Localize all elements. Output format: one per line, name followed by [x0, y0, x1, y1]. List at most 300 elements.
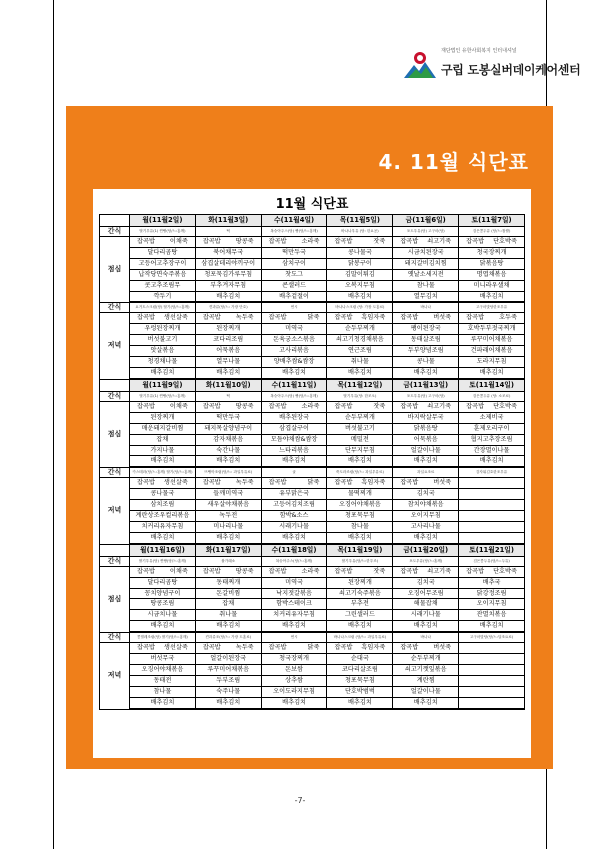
menu-item: 앗살볶음 [130, 346, 196, 357]
corner-cell [100, 544, 130, 556]
porridge-item: 땅콩죽 [235, 567, 254, 575]
menu-item [261, 237, 327, 248]
menu-item [459, 566, 525, 577]
menu-row [100, 280, 525, 291]
menu-item: 간장멸이나물 [459, 445, 525, 456]
porridge-item: 쇠고기죽 [427, 402, 452, 410]
menu-row [100, 291, 525, 302]
menu-row [100, 237, 525, 248]
menu-item [130, 708, 196, 709]
menu-item: 함박스테이크 [261, 599, 327, 610]
menu-item: 참치야채볶음 [393, 500, 459, 511]
menu-item: 얼갈이나물 [393, 445, 459, 456]
menu-item [459, 654, 525, 665]
menu-item [130, 566, 196, 577]
menu-item-pair [393, 237, 458, 247]
menu-item: 연근조림 [327, 346, 393, 357]
menu-item: 떡만두국 [195, 412, 261, 423]
menu-item [459, 521, 525, 532]
snack-item: 견과류(당/느: 가장 단호) [195, 303, 261, 313]
menu-row [100, 521, 525, 532]
menu-row [100, 434, 525, 445]
menu-item: 배추김치 [393, 456, 459, 467]
menu-item: 배추김치 [261, 697, 327, 708]
snack-item: 딸기우유(1) 찐빵(당/느:홍깨) [130, 391, 196, 401]
menu-item: 순두부찌개 [327, 324, 393, 335]
rice-item: 잡곡밥 [334, 314, 353, 322]
porridge-item: 녹두죽 [235, 479, 254, 487]
menu-item-pair [130, 313, 195, 323]
rice-item: 잡곡밥 [334, 567, 353, 575]
menu-item [393, 313, 459, 324]
day-header-row [100, 544, 525, 556]
porridge-item: 쇠고기죽 [427, 567, 452, 575]
menu-item: 닭볶음탕 [393, 423, 459, 434]
menu-row [100, 247, 525, 258]
menu-item: 땅콩조림 [130, 599, 196, 610]
menu-item: 돼지목살양념구이 [195, 423, 261, 434]
menu-item: 청경채나물 [130, 357, 196, 368]
menu-item: 배추김치 [195, 367, 261, 378]
menu-item [130, 313, 196, 324]
menu-item-pair [459, 567, 524, 577]
rice-item: 잡곡밥 [137, 644, 155, 652]
menu-item [261, 566, 327, 577]
menu-row [100, 346, 525, 357]
menu-item-pair [130, 643, 195, 653]
menu-item: 닭볶음탕 [459, 258, 525, 269]
menu-item: 협지고추장조림 [459, 434, 525, 445]
menu-item [459, 401, 525, 412]
menu-item: 배추김치 [195, 621, 261, 632]
day-header: 토(11월14일) [459, 379, 525, 391]
menu-item [261, 643, 327, 654]
menu-item: 김치국 [393, 489, 459, 500]
menu-item: 삼치구이 [261, 258, 327, 269]
menu-item: 김치국 [393, 577, 459, 588]
snack-label: 간식 [100, 633, 130, 643]
menu-item [393, 643, 459, 654]
rice-item: 잡곡밥 [202, 238, 221, 245]
menu-item-pair [130, 478, 195, 488]
porridge-item: 소라죽 [301, 567, 320, 575]
menu-item: 두부양념조림 [393, 346, 459, 357]
snack-label: 간식 [100, 303, 130, 313]
menu-item [327, 478, 393, 489]
porridge-item: 소라죽 [301, 402, 320, 410]
menu-item: 단무지무침 [327, 445, 393, 456]
menu-row [100, 401, 525, 412]
menu-item [195, 566, 261, 577]
snack-item: 복숭아주스(당/느:홍깨) [261, 556, 327, 566]
porridge-item: 이채죽 [169, 238, 188, 245]
menu-item [393, 401, 459, 412]
menu-item: 치커리유자무침 [130, 521, 196, 532]
menu-item: 취나물 [195, 610, 261, 621]
porridge-item: 닭죽 [307, 314, 320, 322]
snack-item: 견과류조(당/느: 가장 도홍료) [195, 633, 261, 643]
snack-item: 과일요조료 [393, 468, 459, 478]
menu-item: 취나물 [327, 357, 393, 368]
menu-item: 콩나물국 [327, 247, 393, 258]
snack-label: 간식 [100, 468, 130, 478]
porridge-item: 이채죽 [169, 402, 188, 410]
porridge-item: 쇠고기죽 [427, 238, 452, 245]
rice-item: 잡곡밥 [202, 644, 221, 652]
day-header: 금(11월6일) [393, 215, 459, 227]
snack-item: 떡 [195, 391, 261, 401]
snack-row [100, 556, 525, 566]
menu-item: 배추김치 [130, 697, 196, 708]
menu-item [195, 313, 261, 324]
menu-item-pair [262, 313, 327, 323]
menu-row [100, 697, 525, 708]
menu-item: 호박두부젓국찌개 [459, 324, 525, 335]
menu-item: 동태전 [130, 675, 196, 686]
menu-item [393, 237, 459, 248]
rice-item: 잡곡밥 [400, 567, 419, 575]
menu-item: 버섯불고기 [327, 423, 393, 434]
menu-row [100, 577, 525, 588]
menu-item: 순대국 [327, 654, 393, 665]
menu-item: 오징어야채볶음 [130, 665, 196, 676]
menu-item: 삼겹살구이 [261, 423, 327, 434]
rice-item: 잡곡밥 [137, 238, 155, 245]
menu-item: 우렁된장찌개 [130, 324, 196, 335]
rice-item: 잡곡밥 [202, 314, 221, 322]
snack-item: 연시 [261, 633, 327, 643]
menu-item-pair [262, 643, 327, 653]
menu-item: 쇠고기청경채볶음 [327, 335, 393, 346]
snack-item: 검은콩두유(당/느:두유) [459, 556, 525, 566]
menu-item: 명엽채볶음 [459, 269, 525, 280]
snack-item: 바나나 [393, 303, 459, 313]
menu-item: 낙지젓갈볶음 [261, 588, 327, 599]
menu-row [100, 532, 525, 543]
menu-item [459, 500, 525, 511]
snack-item: 뜨뻥아조림(당/느: 과일우유료) [195, 468, 261, 478]
menu-row [100, 599, 525, 610]
menu-item: 해물잡채 [393, 599, 459, 610]
menu-row [100, 445, 525, 456]
menu-item: 고사리나물 [393, 521, 459, 532]
menu-item: 양배추쌈&쌈장 [261, 357, 327, 368]
day-header: 화(11월17일) [195, 544, 261, 556]
menu-item: 오복지무침 [327, 280, 393, 291]
menu-row [100, 708, 525, 709]
menu-item [130, 237, 196, 248]
menu-item: 순두부찌개 [393, 654, 459, 665]
menu-item: 동태찌개 [195, 577, 261, 588]
snack-row [100, 633, 525, 643]
menu-row [100, 258, 525, 269]
rice-item: 잡곡밥 [268, 314, 287, 322]
menu-item: 콘샐러드 [261, 280, 327, 291]
menu-item: 버섯무국 [130, 654, 196, 665]
menu-item-pair [459, 313, 524, 323]
menu-item: 삼겹살데리야끼구이 [195, 258, 261, 269]
menu-item-pair [262, 402, 327, 412]
porridge-item: 단호박죽 [493, 567, 517, 575]
snack-row [100, 303, 525, 313]
menu-item: 계란찜 [393, 675, 459, 686]
menu-item: 배추김치 [261, 621, 327, 632]
menu-item: 배추김치 [261, 456, 327, 467]
menu-item [195, 237, 261, 248]
menu-item-pair [393, 478, 458, 488]
rice-item: 잡곡밥 [268, 238, 287, 245]
menu-item: 소제비국 [459, 412, 525, 423]
corner-cell [100, 379, 130, 391]
menu-item [327, 237, 393, 248]
menu-item: 배추겉절이 [261, 291, 327, 302]
menu-item: 북어채무국 [195, 247, 261, 258]
menu-item-pair [327, 643, 392, 653]
menu-row [100, 269, 525, 280]
menu-item: 배추김치 [327, 456, 393, 467]
menu-row [100, 313, 525, 324]
rice-item: 잡곡밥 [202, 402, 221, 410]
menu-item: 배추김치 [327, 621, 393, 632]
menu-item [393, 566, 459, 577]
rice-item: 잡곡밥 [268, 644, 287, 652]
snack-row [100, 468, 525, 478]
menu-item [459, 697, 525, 708]
porridge-item: 잣죽 [373, 238, 386, 245]
logo-name: 구립 도봉실버데이케어센터 [441, 63, 581, 77]
menu-item [195, 401, 261, 412]
menu-title: 11월 식단표 [275, 197, 349, 212]
menu-item: 느타리볶음 [261, 445, 327, 456]
snack-label: 간식 [100, 391, 130, 401]
menu-item: 꽁치양념구이 [130, 588, 196, 599]
porridge-item: 단호박죽 [493, 402, 517, 410]
menu-item-pair [196, 313, 261, 323]
menu-item-pair [393, 567, 458, 577]
menu-item: 배추김치 [130, 532, 196, 543]
menu-item: 배추김치 [261, 367, 327, 378]
menu-item [327, 566, 393, 577]
menu-item: 떡만두국 [261, 247, 327, 258]
menu-row [100, 643, 525, 654]
menu-item-pair [327, 313, 392, 323]
menu-item: 배추된장국 [261, 412, 327, 423]
menu-item: 잡채 [130, 434, 196, 445]
porridge-item: 닭죽 [307, 479, 320, 487]
menu-item: 배추김치 [327, 697, 393, 708]
menu-item: 두부조림 [195, 675, 261, 686]
menu-item: 코다리살조림 [327, 665, 393, 676]
menu-item: 깍두기 [130, 291, 196, 302]
rice-item: 잡곡밥 [334, 238, 353, 245]
rice-item: 잡곡밥 [466, 567, 485, 575]
menu-item [130, 643, 196, 654]
rice-item: 잡곡밥 [268, 479, 287, 487]
menu-item: 배추김치 [130, 456, 196, 467]
menu-item: 새우살야채볶음 [195, 500, 261, 511]
menu-item: 단호박범벅 [327, 686, 393, 697]
menu-item: 루꾸미어채볶음 [459, 335, 525, 346]
menu-item [195, 478, 261, 489]
menu-item: 부추전 [327, 599, 393, 610]
snack-item: 검은콩두유 (당/느:찹쌀) [459, 227, 525, 237]
menu-item: 건파래어채볶음 [459, 346, 525, 357]
center-logo [403, 46, 581, 80]
menu-item: 함박&소스 [261, 511, 327, 522]
menu-item [261, 401, 327, 412]
menu-item [261, 313, 327, 324]
menu-item [459, 675, 525, 686]
menu-item: 달다리곰탕 [130, 247, 196, 258]
menu-row [100, 357, 525, 368]
menu-item: 참나물 [393, 280, 459, 291]
menu-item [261, 478, 327, 489]
menu-item: 오징어야채볶음 [327, 500, 393, 511]
menu-row [100, 367, 525, 378]
snack-item: 고구마맛탕한조우유 [459, 303, 525, 313]
menu-item [459, 237, 525, 248]
left-border [53, 0, 54, 849]
menu-item: 훈제오리구이 [459, 423, 525, 434]
snack-item: 연시 [261, 303, 327, 313]
menu-item: 청포묵무침 [327, 511, 393, 522]
menu-row [100, 621, 525, 632]
snack-row [100, 227, 525, 237]
rice-item: 잡곡밥 [137, 479, 155, 487]
menu-item: 배추김치 [459, 456, 525, 467]
day-header: 금(11월13일) [393, 379, 459, 391]
menu-item: 쇠고기숙주볶음 [327, 588, 393, 599]
menu-row [100, 324, 525, 335]
menu-item-pair [196, 237, 261, 247]
porridge-item: 이채죽 [169, 567, 188, 575]
menu-item: 유부맑은국 [261, 489, 327, 500]
menu-item: 납작당면숙주볶음 [130, 269, 196, 280]
menu-item: 오징어무조림 [393, 588, 459, 599]
menu-item: 돈육궁소스볶음 [261, 335, 327, 346]
snack-item: 바나나우유 (당: 한요공) [327, 227, 393, 237]
snack-item: 고구마맛탕(당/느:달조요료) [459, 633, 525, 643]
menu-item: 된장찌개 [327, 577, 393, 588]
menu-row [100, 456, 525, 467]
page-title: 4. 11월 식단표 [378, 150, 529, 174]
menu-item: 콩나물국 [130, 489, 196, 500]
menu-item: 시금치된장국 [393, 247, 459, 258]
menu-item: 청국장찌개 [261, 654, 327, 665]
rice-item: 잡곡밥 [268, 402, 287, 410]
menu-item-pair [196, 478, 261, 488]
menu-item [327, 401, 393, 412]
snack-item: 카스테라(당/느:홍깨) 딸기(당/느:홍깨) [130, 468, 196, 478]
porridge-item: 소라죽 [301, 238, 320, 245]
snack-item: 포도우유(당) 고구마(당) [393, 227, 459, 237]
menu-item: 오이지무침 [459, 599, 525, 610]
menu-row [100, 610, 525, 621]
menu-item: 배추김치 [459, 367, 525, 378]
menu-item: 돈보쌈 [261, 665, 327, 676]
menu-item: 배추김치 [327, 291, 393, 302]
day-header: 수(11월18일) [261, 544, 327, 556]
menu-item: 도라지무침 [459, 357, 525, 368]
menu-item: 어묵볶음 [195, 346, 261, 357]
rice-item: 잡곡밥 [400, 238, 419, 245]
menu-row [100, 489, 525, 500]
menu-item: 배추김치 [195, 291, 261, 302]
menu-item [130, 401, 196, 412]
day-header: 목(11월12일) [327, 379, 393, 391]
day-header: 토(11월7일) [459, 215, 525, 227]
menu-item-pair [327, 402, 392, 412]
porridge-item: 흑임자죽 [361, 479, 386, 487]
menu-item-pair [327, 567, 392, 577]
porridge-item: 생선살죽 [163, 314, 188, 322]
day-header: 목(11월5일) [327, 215, 393, 227]
menu-row [100, 335, 525, 346]
menu-item: 어묵볶음 [393, 434, 459, 445]
menu-item: 얼갈이나물 [393, 686, 459, 697]
menu-sheet [93, 189, 531, 758]
menu-item: 미니라우샐채 [459, 280, 525, 291]
orange-panel [66, 106, 553, 769]
rice-item: 잡곡밥 [466, 238, 485, 245]
menu-item: 콧고추조림무 [130, 280, 196, 291]
porridge-item: 호두죽 [499, 314, 517, 322]
menu-item: 메밀전 [327, 434, 393, 445]
snack-item: 딸기우유(당/느:한우조) [327, 556, 393, 566]
snack-item: 복숭아주스(당) 빵(당/느:홍깨) [261, 391, 327, 401]
menu-item [327, 643, 393, 654]
menu-row [100, 511, 525, 522]
menu-item-pair [459, 237, 524, 247]
porridge-item: 녹두죽 [235, 644, 254, 652]
snack-item: 감자튀김호한조우유 [459, 468, 525, 478]
rice-item: 잡곡밥 [334, 479, 353, 487]
menu-item [459, 489, 525, 500]
menu-item [459, 532, 525, 543]
dinner-label: 저녁 [100, 478, 130, 544]
menu-row [100, 686, 525, 697]
menu-item: 동태살조림 [393, 335, 459, 346]
menu-item: 시래기나물 [261, 521, 327, 532]
menu-item: 미나리나물 [195, 521, 261, 532]
rice-item: 잡곡밥 [400, 314, 419, 322]
menu-item-pair [459, 402, 524, 412]
day-header: 월(11월2일) [130, 215, 196, 227]
menu-item-pair [196, 643, 261, 653]
menu-row [100, 423, 525, 434]
menu-item [261, 708, 327, 709]
snack-item: 복숭아주스(당) 빵(당/느:홍깨) [261, 227, 327, 237]
porridge-item: 버섯죽 [433, 644, 452, 652]
menu-item: 고등어고추장구이 [130, 258, 196, 269]
day-header: 화(11월10일) [195, 379, 261, 391]
menu-item: 배추김치 [261, 532, 327, 543]
menu-item [459, 686, 525, 697]
menu-item: 배추김치 [327, 532, 393, 543]
snack-item: 바나나스크림 (당: 가장 도홍료) [327, 303, 393, 313]
porridge-item: 잣죽 [373, 567, 386, 575]
snack-row [100, 391, 525, 401]
menu-item: 시금치나물 [130, 610, 196, 621]
snack-item: 콩벌레조림(당) 딸기(당/느:홍깨) [130, 633, 196, 643]
lunch-label: 점심 [100, 237, 130, 303]
menu-item: 배추국 [459, 577, 525, 588]
dinner-label: 저녁 [100, 643, 130, 709]
menu-item: 돈갈비찜 [195, 588, 261, 599]
rice-item: 잡곡밥 [202, 479, 221, 487]
menu-item: 치커리유자무침 [261, 610, 327, 621]
menu-item-pair [262, 567, 327, 577]
